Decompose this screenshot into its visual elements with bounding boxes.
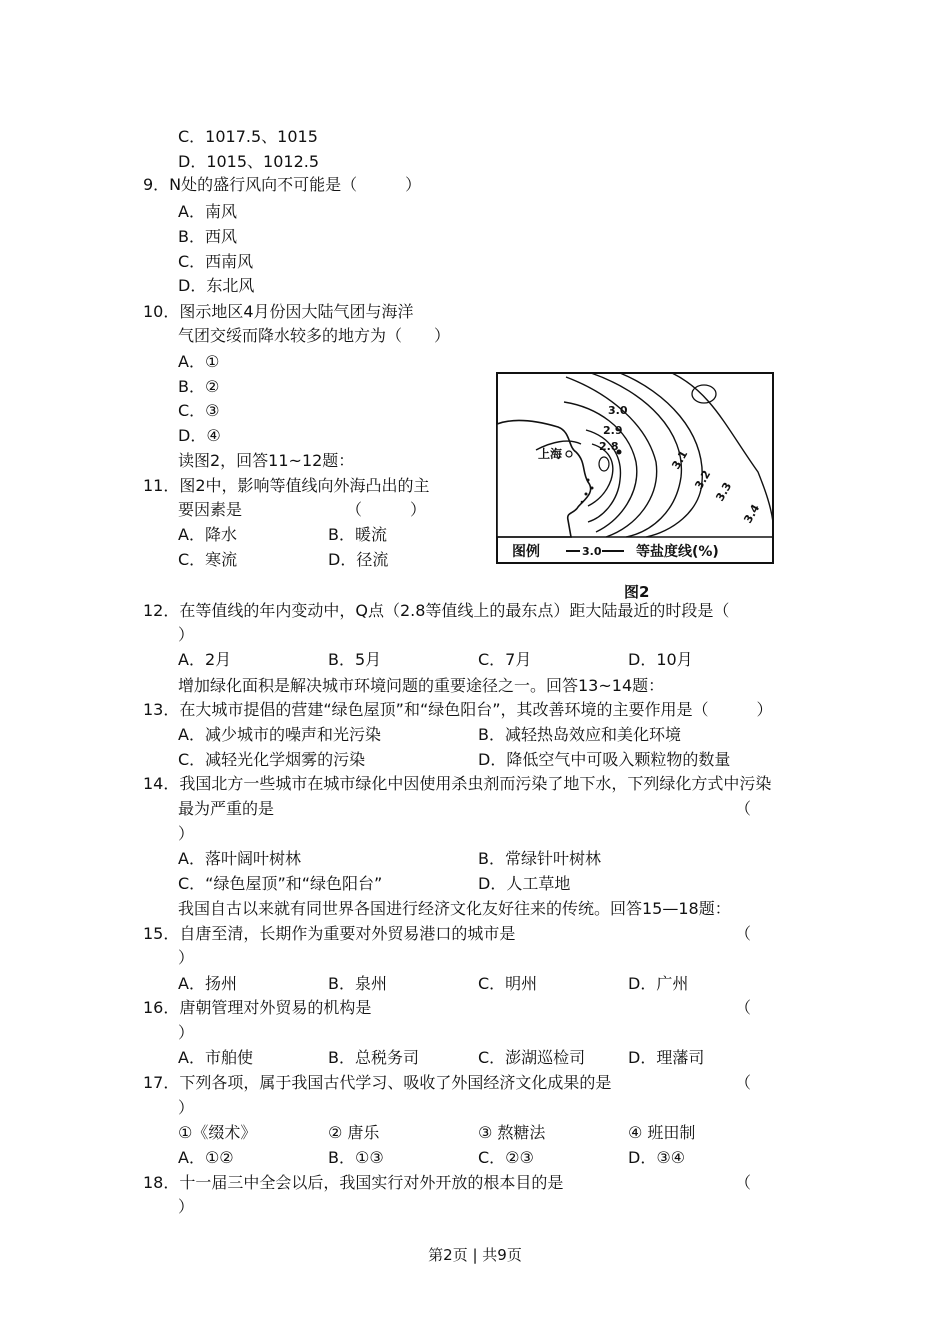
text-line: D．径流 — [328, 550, 389, 569]
text-line: D．③④ — [628, 1148, 686, 1167]
figure-caption: 图2 — [624, 583, 650, 601]
text-line: 18．十一届三中全会以后，我国实行对外开放的根本目的是 — [143, 1173, 564, 1192]
text-line: A．① — [178, 352, 220, 371]
text-line: A．2月 — [178, 650, 232, 669]
text-line: 12．在等值线的年内变动中，Q点（2.8等值线上的最东点）距大陆最近的时段是（ — [143, 601, 730, 620]
page-footer: 第2页 | 共9页 — [428, 1246, 522, 1264]
text-line: 17．下列各项，属于我国古代学习、吸收了外国经济文化成果的是 — [143, 1073, 612, 1092]
legend-title: 图例 — [512, 544, 540, 560]
text-line: （ — [735, 1073, 752, 1092]
legend-value: 3.0 — [582, 545, 602, 558]
island-dot — [581, 501, 584, 504]
text-line: ） — [178, 948, 195, 967]
text-line: A．降水 — [178, 525, 237, 544]
text-line: C．1017.5、1015 — [178, 127, 318, 146]
text-line: D．降低空气中可吸入颗粒物的数量 — [478, 750, 731, 769]
text-line: B．② — [178, 377, 220, 396]
text-line: ①《缀术》 — [178, 1123, 257, 1142]
text-line: C．明州 — [478, 974, 538, 993]
text-line: 我国自古以来就有同世界各国进行经济文化友好往来的传统。回答15—18题： — [178, 899, 731, 918]
text-line: D．理藩司 — [628, 1048, 705, 1067]
text-line: 16．唐朝管理对外贸易的机构是 — [143, 998, 372, 1017]
text-line: B．常绿针叶树林 — [478, 849, 601, 868]
text-line: （ — [735, 799, 752, 818]
text-line: B．暖流 — [328, 525, 387, 544]
text-line: C．西南风 — [178, 252, 254, 271]
text-line: C．减轻光化学烟雾的污染 — [178, 750, 366, 769]
text-line: B．①③ — [328, 1148, 384, 1167]
contour-label: 3.0 — [608, 404, 628, 417]
text-line: ） — [178, 824, 195, 843]
city-label: 上海 — [538, 447, 563, 461]
text-line: 10．图示地区4月份因大陆气团与海洋 — [143, 302, 414, 321]
text-line: 最为严重的是 — [178, 799, 275, 818]
text-line: （ — [735, 924, 752, 943]
text-line: ） — [178, 1098, 195, 1117]
text-line: 增加绿化面积是解决城市环境问题的重要途径之一。回答13~14题： — [178, 676, 665, 695]
island-dot — [587, 479, 590, 482]
text-line: 14．我国北方一些城市在城市绿化中因使用杀虫剂而污染了地下水，下列绿化方式中污染 — [143, 774, 772, 793]
contour-label: 3.2 — [692, 468, 714, 492]
island-dot — [585, 493, 588, 496]
contour-label: 3.1 — [669, 448, 691, 472]
text-line: A．扬州 — [178, 974, 237, 993]
text-line: ） — [178, 625, 195, 644]
text-line: C．②③ — [478, 1148, 534, 1167]
text-line: ④ 班田制 — [628, 1123, 696, 1142]
text-line: A．减少城市的噪声和光污染 — [178, 725, 381, 744]
text-line: 13．在大城市提倡的营建“绿色屋顶”和“绿色阳台”，其改善环境的主要作用是（ ） — [143, 700, 773, 719]
text-line: 气团交绥而降水较多的地方为（ ） — [178, 326, 451, 345]
text-line: A．落叶阔叶树林 — [178, 849, 301, 868]
text-line: D．广州 — [628, 974, 689, 993]
text-line: C．7月 — [478, 650, 532, 669]
text-line: ） — [178, 1197, 195, 1216]
text-line: A．市舶使 — [178, 1048, 253, 1067]
text-line: D．东北风 — [178, 276, 255, 295]
text-line: A．南风 — [178, 202, 237, 221]
contour-label: 3.4 — [741, 502, 763, 526]
text-line: 15．自唐至清，长期作为重要对外贸易港口的城市是 — [143, 924, 516, 943]
text-line: A．①② — [178, 1148, 234, 1167]
contour-label: 2.9 — [603, 424, 623, 437]
text-line: C．寒流 — [178, 550, 238, 569]
text-line: C．“绿色屋顶”和“绿色阳台” — [178, 874, 383, 893]
text-line: （ — [735, 998, 752, 1017]
text-line: D．10月 — [628, 650, 693, 669]
text-line: B．西风 — [178, 227, 237, 246]
text-line: 11．图2中，影响等值线向外海凸出的主 — [143, 476, 430, 495]
text-line: ② 唐乐 — [328, 1123, 380, 1142]
contour-label: 2.8 — [599, 440, 619, 453]
text-line: B．泉州 — [328, 974, 387, 993]
text-line: 要因素是 （ ） — [178, 500, 427, 519]
text-line: ） — [178, 1023, 195, 1042]
salinity-map-figure — [496, 372, 774, 564]
text-line: 9．N处的盛行风向不可能是（ ） — [143, 175, 422, 194]
text-line: B．减轻热岛效应和美化环境 — [478, 725, 681, 744]
island-dot — [591, 487, 594, 490]
text-line: （ — [735, 1173, 752, 1192]
text-line: B．总税务司 — [328, 1048, 419, 1067]
text-line: B．5月 — [328, 650, 382, 669]
contour-label: 3.3 — [713, 480, 735, 504]
text-line: D．1015、1012.5 — [178, 152, 320, 171]
text-line: D．④ — [178, 426, 221, 445]
text-line: ③ 熬糖法 — [478, 1123, 546, 1142]
text-line: C．③ — [178, 401, 220, 420]
text-line: 读图2，回答11~12题： — [178, 451, 355, 470]
text-line: C．澎湖巡检司 — [478, 1048, 586, 1067]
text-line: D．人工草地 — [478, 874, 571, 893]
legend-text: 等盐度线(%) — [636, 544, 719, 560]
